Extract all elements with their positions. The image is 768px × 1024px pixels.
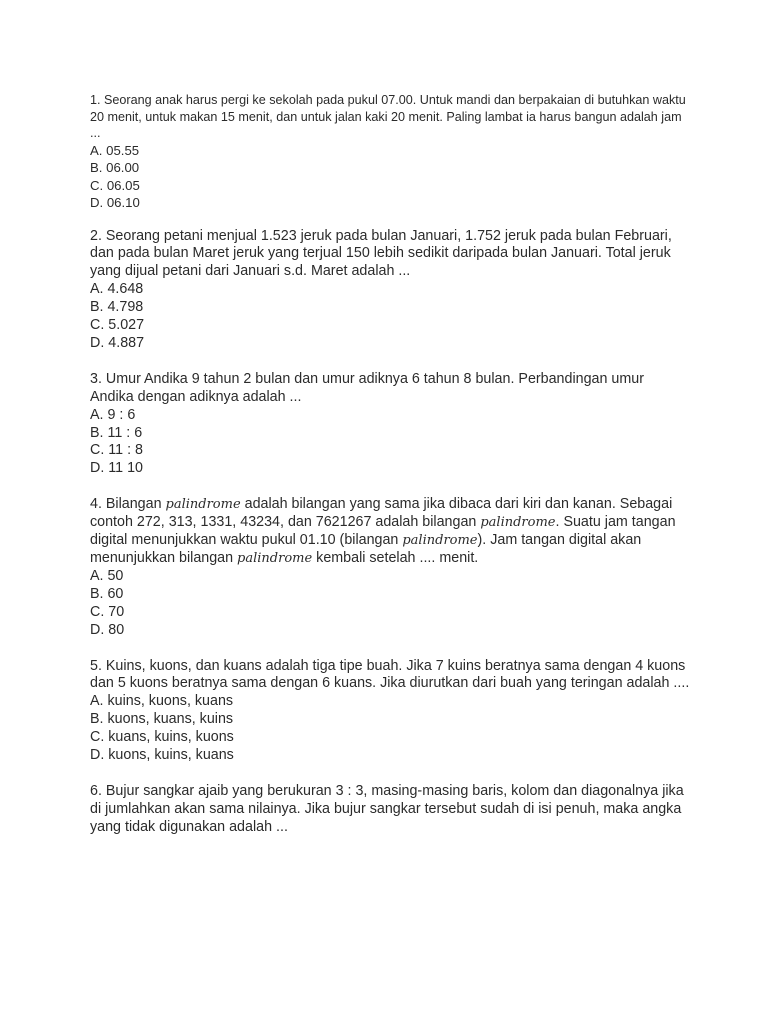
option-b: B. 4.798 [90, 299, 144, 316]
italic-term: palindrome [237, 551, 313, 566]
question-sheet [90, 92, 690, 855]
question-2-text: 2. Seorang petani menjual 1.523 jeruk pada bulan Januari, 1.752 jeruk pada bulan Februari, dan pada bulan Maret jeruk yang terjual 150 lebih sedikit daripada bulan Januari. Total jeruk yang dijual petani dari Januari s.d. Maret adalah ... [90, 227, 672, 280]
question-1-options [90, 142, 690, 212]
question-4 [90, 496, 690, 639]
option-c: C. 70 [90, 603, 125, 620]
option-b: B. 60 [90, 585, 124, 602]
text-run: 4. Bilangan [90, 496, 166, 513]
option-c: C. 5.027 [90, 317, 145, 334]
question-1-text: 1. Seorang anak harus pergi ke sekolah pada pukul 07.00. Untuk mandi dan berpakaian di butuhkan waktu 20 menit, untuk makan 15 menit, dan untuk jalan kaki 20 menit. Paling lambat ia harus bangun adalah jam ... [90, 93, 686, 140]
question-5 [90, 658, 690, 765]
option-a: A. 4.648 [90, 281, 144, 298]
question-3-text: 3. Umur Andika 9 tahun 2 bulan dan umur adiknya 6 tahun 8 bulan. Perbandingan umur Andika dengan adiknya adalah ... [90, 370, 644, 405]
text-run: . Suatu jam tangan digital menunjukkan waktu pukul 01.10 (bilangan [90, 514, 676, 549]
question-5-text: 5. Kuins, kuons, dan kuans adalah tiga tipe buah. Jika 7 kuins beratnya sama dengan 4 kuons dan 5 kuons beratnya sama dengan 6 kuans. Jika diurutkan dari buah yang teringan adalah .... [90, 657, 690, 692]
question-6-text: 6. Bujur sangkar ajaib yang berukuran 3 : 3, masing-masing baris, kolom dan diagonalnya jika di jumlahkan akan sama nilainya. Jika bujur sangkar tersebut sudah di isi penuh, maka angka yang tidak digunakan adalah ... [90, 782, 684, 835]
italic-term: palindrome [165, 497, 241, 513]
option-a: A. 50 [90, 567, 124, 584]
option-c: C. 11 : 8 [90, 442, 143, 459]
question-2-options [90, 281, 690, 353]
option-d: D. kuons, kuins, kuans [90, 747, 234, 764]
italic-term: palindrome [402, 533, 478, 549]
option-c: C. 06.05 [90, 177, 140, 193]
question-5-options [90, 693, 690, 765]
option-d: D. 4.887 [90, 334, 145, 351]
text-run: ). Jam tangan digital akan menunjukkan bilangan [90, 532, 642, 566]
text-run: kembali setelah .... menit. [312, 550, 479, 566]
question-3 [90, 371, 690, 478]
option-b: B. kuons, kuans, kuins [90, 711, 234, 728]
text-run: adalah bilangan yang sama jika dibaca dari kiri dan kanan. Sebagai contoh 272, 313, 1331, 43234, dan 7621267 adalah bilangan [90, 496, 673, 531]
option-a: A. 9 : 6 [90, 406, 136, 423]
question-3-options [90, 407, 690, 479]
option-d: D. 80 [90, 621, 125, 638]
question-1 [90, 92, 690, 212]
question-4-options [90, 568, 690, 640]
option-c: C. kuans, kuins, kuons [90, 729, 234, 746]
option-a: A. 05.55 [90, 142, 140, 158]
question-4-text [90, 496, 690, 568]
question-2 [90, 228, 690, 353]
option-d: D. 11 10 [90, 460, 143, 477]
option-b: B. 06.00 [90, 160, 140, 175]
italic-term: palindrome [480, 515, 556, 531]
question-6 [90, 783, 690, 837]
option-b: B. 11 : 6 [90, 424, 143, 441]
option-d: D. 06.10 [90, 195, 140, 210]
option-a: A. kuins, kuons, kuans [90, 693, 234, 710]
